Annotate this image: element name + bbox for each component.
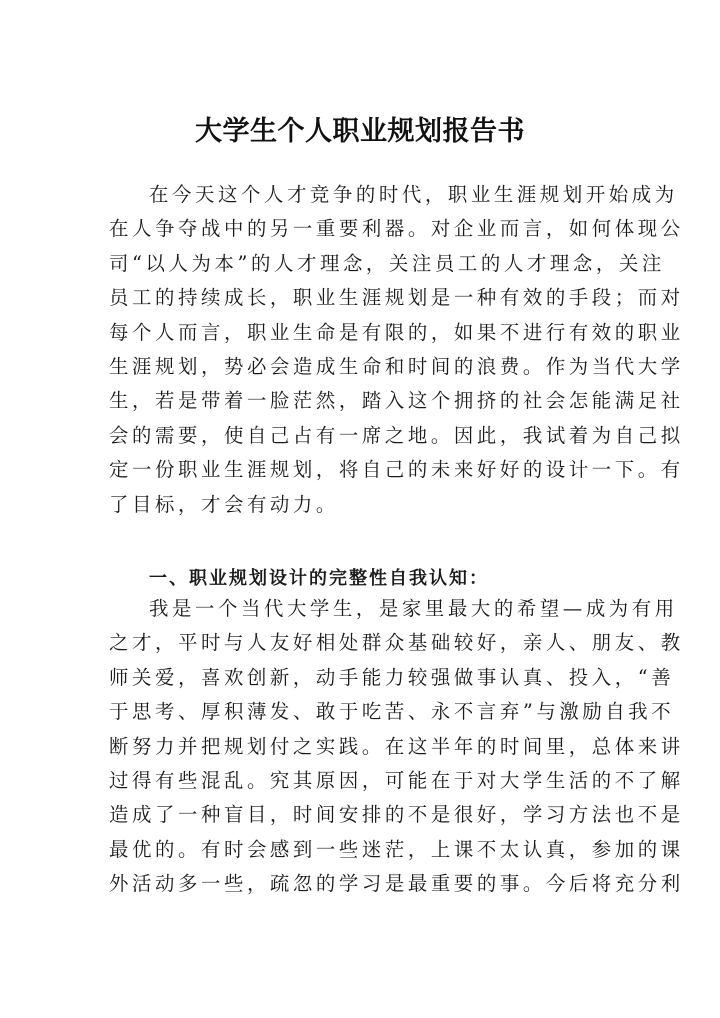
paragraph-line: 之才，平时与人友好相处群众基础较好，亲人、朋友、教 [109,631,684,655]
document-title: 大学生个人职业规划报告书 [195,116,525,147]
paragraph-line: 最优的。有时会感到一些迷茫，上课不太认真，参加的课 [109,837,684,861]
paragraph-line: 造成了一种盲目，时间安排的不是很好，学习方法也不是 [109,803,684,827]
paragraph-line: 定一份职业生涯规划，将自己的未来好好的设计一下。有 [109,458,684,482]
paragraph-line: 员工的持续成长，职业生涯规划是一种有效的手段；而对 [109,286,684,310]
paragraph-line: 于思考、厚积薄发、敢于吃苦、永不言弃”与激励自我不 [109,700,675,724]
paragraph-line: 会的需要，使自己占有一席之地。因此，我试着为自己拟 [109,423,684,447]
paragraph-line: 每个人而言，职业生命是有限的，如果不进行有效的职业 [109,320,684,344]
paragraph-line: 生，若是带着一脸茫然，踏入这个拥挤的社会怎能满足社 [109,389,684,413]
intro-paragraph [109,178,684,522]
paragraph-line: 生涯规划，势必会造成生命和时间的浪费。作为当代大学 [109,355,684,379]
paragraph-line: 过得有些混乱。究其原因，可能在于对大学生活的不了解 [109,769,684,793]
paragraph-line: 司“以人为本”的人才理念，关注员工的人才理念，关注 [109,251,665,275]
section-heading: 一、职业规划设计的完整性自我认知： [149,568,489,589]
section1-paragraph [109,592,684,902]
paragraph-line: 我是一个当代大学生，是家里最大的希望—成为有用 [149,597,678,620]
paragraph-line: 在人争夺战中的另一重要利器。对企业而言，如何体现公 [109,217,684,241]
paragraph-line: 在今天这个人才竞争的时代，职业生涯规划开始成为 [149,183,678,206]
paragraph-line: 外活动多一些，疏忽的学习是最重要的事。今后将充分利 [109,872,684,896]
paragraph-line: 了目标，才会有动力。 [109,492,339,516]
paragraph-line: 师关爱，喜欢创新，动手能力较强做事认真、投入，“善 [109,665,675,689]
paragraph-line: 断努力并把规划付之实践。在这半年的时间里，总体来讲 [109,734,684,758]
